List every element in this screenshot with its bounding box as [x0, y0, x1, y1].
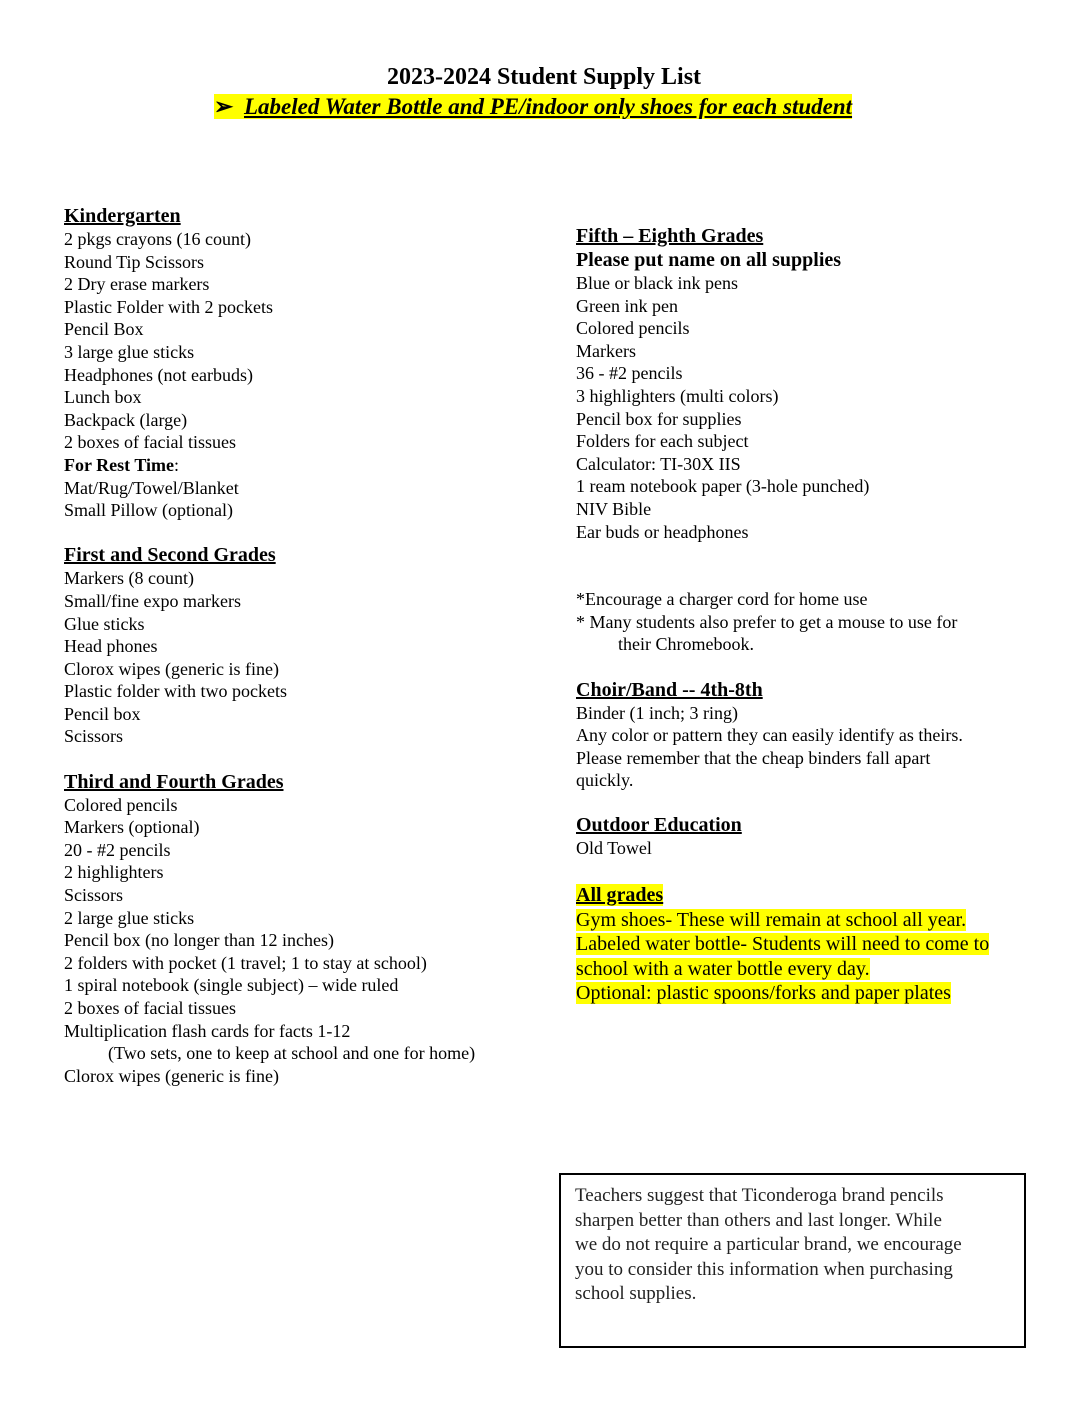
mouse-note-continued: their Chromebook.: [618, 634, 754, 655]
notice-line: school supplies.: [575, 1283, 697, 1304]
list-item: Ear buds or headphones: [576, 521, 749, 542]
list-item: Pencil box (no longer than 12 inches): [64, 930, 334, 951]
list-item: Pencil Box: [64, 319, 144, 340]
list-item: Old Towel: [576, 838, 652, 859]
arrow-bullet-icon: ➢: [214, 94, 234, 119]
list-item: NIV Bible: [576, 498, 652, 519]
list-item: 2 pkgs crayons (16 count): [64, 229, 251, 249]
list-item: Markers (8 count): [64, 568, 194, 589]
list-item: Round Tip Scissors: [64, 251, 205, 272]
mouse-note: * Many students also prefer to get a mouse to use for: [576, 611, 958, 632]
all-grades-heading: All grades: [576, 883, 664, 906]
list-item: 1 ream notebook paper (3-hole punched): [576, 476, 870, 497]
pencil-brand-notice: [559, 1173, 1026, 1348]
first-second-section: [64, 544, 534, 748]
list-item: Backpack (large): [64, 409, 188, 430]
choir-band-section: [576, 679, 1036, 792]
name-on-supplies-note: Please put name on all supplies: [576, 249, 842, 271]
third-fourth-section: [64, 771, 534, 1088]
list-item: 3 highlighters (multi colors): [576, 385, 779, 406]
all-grades-section: [576, 883, 1036, 1006]
page-title: 2023-2024 Student Supply List: [386, 64, 702, 90]
third-fourth-heading: Third and Fourth Grades: [64, 770, 284, 793]
list-item: Plastic Folder with 2 pockets: [64, 296, 273, 317]
fifth-eighth-heading: Fifth – Eighth Grades: [576, 225, 764, 247]
list-item: Binder (1 inch; 3 ring): [576, 702, 738, 723]
list-item: Markers: [576, 340, 636, 361]
first-second-heading: First and Second Grades: [64, 544, 276, 567]
list-item: 2 Dry erase markers: [64, 274, 210, 295]
list-item: 36 - #2 pencils: [576, 363, 683, 384]
list-item: Mat/Rug/Towel/Blanket: [64, 477, 239, 498]
outdoor-heading: Outdoor Education: [576, 814, 742, 837]
outdoor-section: [576, 814, 1036, 860]
list-item: 2 folders with pocket (1 travel; 1 to stay at school): [64, 952, 427, 973]
left-column: [64, 205, 534, 1087]
list-item: Gym shoes- These will remain at school all year.: [576, 908, 967, 931]
notice-line: Teachers suggest that Ticonderoga brand pencils: [575, 1185, 944, 1206]
subtitle-row: [214, 94, 852, 120]
kindergarten-section: [64, 205, 534, 522]
list-item: Scissors: [64, 885, 124, 906]
list-item: Optional: plastic spoons/forks and paper plates: [576, 982, 951, 1005]
list-item: Colored pencils: [576, 318, 690, 339]
subtitle: Labeled Water Bottle and PE/indoor only shoes for each student: [244, 94, 853, 119]
list-item: Pencil box: [64, 703, 141, 724]
rest-time-label-row: [64, 454, 534, 477]
list-item: Small Pillow (optional): [64, 500, 233, 521]
list-item: 2 large glue sticks: [64, 907, 195, 928]
list-item: Any color or pattern they can easily identify as theirs.: [576, 725, 963, 746]
list-item: Clorox wipes (generic is fine): [64, 1065, 279, 1086]
list-item: Green ink pen: [576, 295, 678, 316]
list-item: Glue sticks: [64, 613, 145, 634]
list-item: 2 highlighters: [64, 862, 164, 883]
kindergarten-heading: Kindergarten: [64, 205, 181, 227]
list-item: 2 boxes of facial tissues: [64, 432, 236, 453]
notice-line: sharpen better than others and last longer. While: [575, 1209, 942, 1231]
list-item: Scissors: [64, 726, 124, 747]
list-item: Lunch box: [64, 387, 142, 408]
list-item: 3 large glue sticks: [64, 341, 195, 362]
rest-time-label: For Rest Time: [64, 454, 174, 475]
list-item: Head phones: [64, 636, 158, 657]
list-item: Markers (optional): [64, 817, 200, 838]
list-item: Plastic folder with two pockets: [64, 681, 287, 702]
list-item: Small/fine expo markers: [64, 590, 241, 611]
charger-note: *Encourage a charger cord for home use: [576, 589, 868, 610]
list-item: Please remember that the cheap binders fall apart: [576, 747, 931, 768]
list-item: Pencil box for supplies: [576, 408, 742, 429]
flash-card-note: (Two sets, one to keep at school and one for home): [108, 1043, 476, 1064]
list-item: Labeled water bottle- Students will need to come to: [576, 933, 990, 956]
notice-line: we do not require a particular brand, we encourage: [575, 1234, 962, 1255]
list-item: school with a water bottle every day.: [576, 957, 870, 980]
rest-time-colon: :: [174, 454, 180, 475]
notice-line: you to consider this information when purchasing: [575, 1258, 953, 1280]
list-item: Clorox wipes (generic is fine): [64, 658, 279, 679]
list-item: 20 - #2 pencils: [64, 839, 171, 860]
list-item: quickly.: [576, 770, 634, 791]
list-item: 1 spiral notebook (single subject) – wide ruled: [64, 975, 399, 996]
list-item: Multiplication flash cards for facts 1-12: [64, 1020, 351, 1041]
list-item: Calculator: TI-30X IIS: [576, 453, 741, 474]
list-item: 2 boxes of facial tissues: [64, 998, 236, 1018]
fifth-eighth-section: [576, 225, 1036, 656]
list-item: Folders for each subject: [576, 431, 749, 452]
choir-band-heading: Choir/Band -- 4th-8th: [576, 678, 763, 701]
list-item: Colored pencils: [64, 794, 178, 815]
right-column: [576, 225, 1036, 1006]
list-item: Blue or black ink pens: [576, 273, 738, 293]
list-item: Headphones (not earbuds): [64, 364, 253, 385]
